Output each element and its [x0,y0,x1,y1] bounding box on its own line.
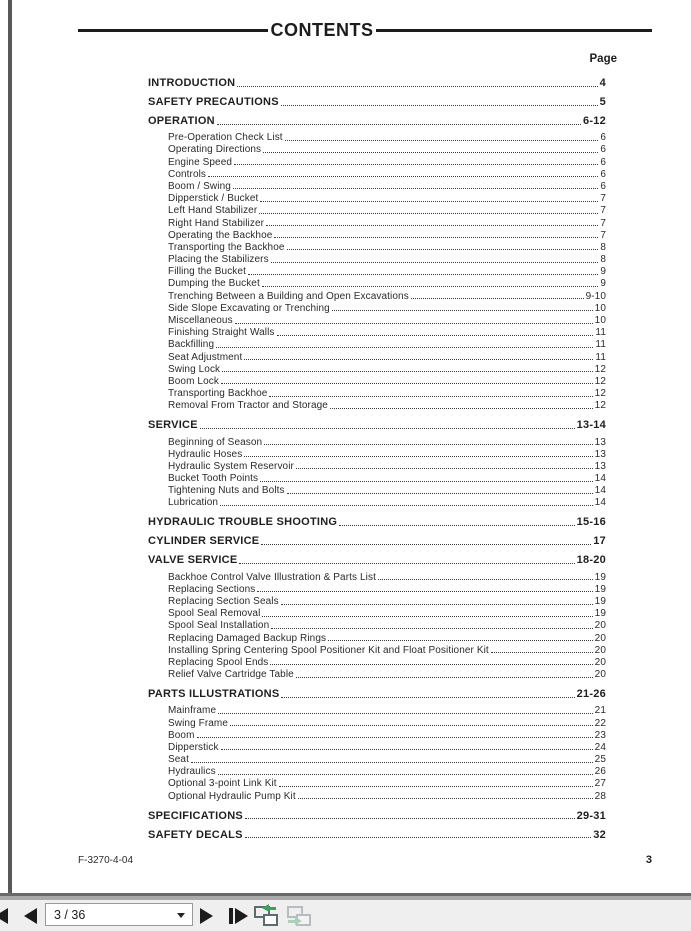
toc-entry-page: 18-20 [576,554,606,567]
toc-item-row [148,644,606,656]
toc-entry-label: Boom Lock [168,375,219,387]
dots-leader [217,124,581,125]
toc-entry-label: HYDRAULIC TROUBLE SHOOTING [148,516,338,529]
toc-entry-page: 10 [594,315,606,326]
toc-item-row [148,131,606,143]
toc-entry-label: Miscellaneous [168,315,233,326]
toc-item-row [148,326,606,338]
toc-item-row [148,448,606,460]
toc-sub-list [148,704,606,802]
page-number-combobox[interactable] [45,903,193,926]
toc-item-row [148,387,606,399]
toc-item-row [148,619,606,631]
pdf-navigation-toolbar [0,900,691,931]
toc-entry-label: SAFETY PRECAUTIONS [148,96,279,108]
dots-leader [279,786,593,787]
first-page-icon [0,908,8,924]
dots-leader [298,798,593,799]
toc-entry-label: Left Hand Stabilizer [168,205,258,217]
toc-item-row [148,277,606,289]
toc-entry-page: 12 [594,388,606,400]
dots-leader [339,525,574,526]
toc-item-row [148,729,606,741]
dots-leader [261,544,591,545]
toc-entry-page: 8 [600,241,606,253]
dots-leader [260,201,598,202]
dots-leader [235,323,593,324]
toc-entry-label: Seat [168,754,189,766]
toc-section-row [148,803,606,822]
dots-leader [296,677,593,678]
toc-entry-page: 27 [594,778,606,790]
toc-entry-page: 6 [600,132,606,144]
dots-leader [281,105,598,106]
toc-section-row [148,70,606,89]
last-page-button[interactable] [226,900,250,931]
last-page-icon [229,908,233,924]
toc-entry-label: Backfilling [168,339,215,351]
dots-leader [491,652,593,653]
toc-item-row [148,350,606,362]
toc-entry-page: 21 [594,705,606,717]
dots-leader [262,286,598,287]
dots-leader [208,176,598,177]
page-column-header: Page [589,53,617,65]
toc-entry-label: Swing Lock [168,363,221,375]
toc-entry-page: 19 [594,583,606,595]
toc-section-row [148,412,606,431]
toc-item-row [148,229,606,241]
toc-item-row [148,435,606,447]
toc-entry-label: Beginning of Season [168,436,263,448]
dots-leader [260,481,593,482]
toc-entry-label: Seat Adjustment [168,351,243,363]
toc-entry-page: 7 [600,229,606,241]
toc-item-row [148,399,606,411]
toc-item-row [148,204,606,216]
toc-entry-page: 6 [600,144,606,156]
dots-leader [230,725,593,726]
toc-entry-label: Operating Directions [168,144,262,156]
toc-entry-label: Right Hand Stabilizer [168,217,265,229]
toc-entry-page: 6 [600,168,606,180]
toc-entry-page: 9 [600,266,606,278]
dots-leader [271,262,599,263]
toc-item-row [148,741,606,753]
toc-entry-label: SERVICE [148,419,198,432]
toc-entry-label: PARTS ILLUSTRATIONS [148,688,280,701]
toc-section-row [148,681,606,700]
toc-item-row [148,241,606,253]
toc-item-row [148,338,606,350]
toc-item-row [148,363,606,375]
toc-entry-page: 12 [594,363,606,375]
dots-leader [245,837,592,838]
toc-section-row [148,528,606,547]
dots-leader [266,225,598,226]
toc-entry-page: 12 [594,375,606,387]
toc-item-row [148,656,606,668]
first-page-button[interactable] [0,900,9,931]
dots-leader [287,493,593,494]
toc-entry-label: Pre-Operation Check List [168,132,283,144]
title-rule-right [376,29,652,32]
toc-entry-page: 23 [594,729,606,741]
toc-entry-label: Boom / Swing [168,180,231,192]
toc-item-row [148,253,606,265]
toc-entry-page: 12 [594,400,606,412]
toc-item-row [148,460,606,472]
toc-entry-label: Lubrication [168,497,219,509]
toc-entry-page: 19 [594,571,606,583]
toc-entry-label: Dipperstick [168,741,219,753]
toc-entry-label: Transporting the Backhoe [168,241,285,253]
dots-leader [248,274,598,275]
toc-entry-label: Relief Valve Cartridge Table [168,669,294,681]
toc-item-row [148,375,606,387]
dots-leader [411,298,584,299]
toc-entry-label: Dumping the Bucket [168,278,260,290]
toc-entry-label: Spool Seal Removal [168,608,261,620]
toc-sub-list [148,435,606,508]
page-number: 3 [645,854,652,866]
toc-entry-label: Replacing Damaged Backup Rings [168,632,327,644]
toc-item-row [148,314,606,326]
toc-entry-label: Hydraulic System Reservoir [168,460,294,472]
toc-section-row [148,108,606,127]
dots-leader [263,152,598,153]
toc-item-row [148,789,606,801]
toc-list [148,70,606,841]
toc-entry-page: 20 [594,669,606,681]
previous-page-icon [24,908,37,924]
toc-item-row [148,180,606,192]
next-page-button[interactable] [197,900,215,931]
dots-leader [220,505,593,506]
toc-entry-page: 8 [600,254,606,266]
toc-item-row [148,765,606,777]
dots-leader [378,579,593,580]
toc-item-row [148,155,606,167]
toc-entry-label: Spool Seal Installation [168,620,270,632]
toc-entry-label: Tightening Nuts and Bolts [168,485,285,497]
toc-item-row [148,704,606,716]
toc-entry-page: 5 [599,96,606,108]
dots-leader [239,563,574,564]
toc-entry-label: Dipperstick / Bucket [168,193,259,205]
dots-leader [257,591,592,592]
toc-entry-page: 29-31 [576,809,606,822]
dots-leader [330,408,593,409]
dots-leader [270,664,592,665]
dots-leader [244,359,593,360]
toc-entry-page: 15-16 [576,516,606,529]
previous-page-button[interactable] [21,900,39,931]
toc-entry-page: 19 [594,608,606,620]
toc-entry-page: 7 [600,193,606,205]
dots-leader [259,213,598,214]
toc-item-row [148,668,606,680]
toc-entry-label: Removal From Tractor and Storage [168,400,328,412]
toc-entry-page: 19 [594,596,606,607]
toc-entry-label: Replacing Sections [168,583,256,595]
toc-item-row [148,168,606,180]
toc-section-row [148,509,606,528]
toc-entry-page: 7 [600,217,606,229]
toc-entry-page: 25 [594,754,606,766]
page-title: CONTENTS [270,20,374,40]
dots-leader [274,237,598,238]
dots-leader [221,749,593,750]
toc-entry-label: Swing Frame [168,717,229,729]
dots-leader [264,444,592,445]
dots-leader [277,335,594,336]
toc-entry-page: 26 [594,766,606,778]
toc-entry-label: Side Slope Excavating or Trenching [168,302,330,314]
toc-entry-label: Replacing Spool Ends [168,656,269,668]
toc-entry-label: Bucket Tooth Points [168,473,259,485]
toc-entry-page: 28 [594,790,606,802]
dots-leader [244,456,592,457]
toc-section-row [148,89,606,108]
toc-entry-label: Backhoe Control Valve Illustration & Parts List [168,571,376,583]
toc-sub-list [148,570,606,680]
dots-leader [218,713,593,714]
toc-entry-page: 14 [594,485,606,497]
dots-leader [285,140,599,141]
previous-view-button[interactable] [254,904,279,927]
toc-item-row [148,289,606,301]
toc-entry-label: OPERATION [148,115,215,127]
toc-item-row [148,302,606,314]
dots-leader [234,164,598,165]
toc-item-row [148,607,606,619]
toc-entry-label: Controls [168,168,207,180]
page-edge-shadow [8,0,12,893]
toc-item-row [148,583,606,595]
page-indicator: 3 / 36 [54,907,86,922]
toc-item-row [148,753,606,765]
dots-leader [197,737,593,738]
toc-entry-page: 20 [594,620,606,632]
toc-entry-page: 14 [594,473,606,485]
toc-item-row [148,265,606,277]
toc-entry-label: INTRODUCTION [148,77,236,89]
toc-entry-page: 7 [600,205,606,217]
toc-entry-page: 10 [594,302,606,314]
toc-entry-label: CYLINDER SERVICE [148,535,260,548]
toc-item-row [148,216,606,228]
toc-entry-page: 9-10 [585,290,606,302]
toc-item-row [148,570,606,582]
toc-entry-label: SAFETY DECALS [148,828,243,841]
dots-leader [281,697,574,698]
toc-item-row [148,496,606,508]
next-view-button [287,904,312,927]
toc-item-row [148,192,606,204]
toc-entry-label: Trenching Between a Building and Open Excavations [168,290,409,302]
dots-leader [269,396,592,397]
toc-entry-page: 20 [594,644,606,656]
dropdown-caret-icon [177,913,185,918]
dots-leader [245,818,575,819]
toc-section-row [148,547,606,566]
toc-item-row [148,484,606,496]
toc-entry-page: 13-14 [576,419,606,432]
toc-entry-label: Finishing Straight Walls [168,327,275,339]
toc-entry-page: 20 [594,632,606,644]
dots-leader [287,249,599,250]
toc-entry-label: Hydraulic Hoses [168,448,243,460]
toc-section-row [148,822,606,841]
toc-item-row [148,777,606,789]
toc-entry-label: Installing Spring Centering Spool Positioner Kit and Float Positioner Kit [168,644,489,656]
dots-leader [222,371,593,372]
toc-entry-page: 14 [594,497,606,509]
toc-entry-page: 13 [594,460,606,472]
dots-leader [271,628,592,629]
toc-entry-label: Placing the Stabilizers [168,254,269,266]
toc-entry-label: VALVE SERVICE [148,554,238,567]
toc-entry-label: Hydraulics [168,766,216,778]
toc-item-row [148,716,606,728]
toc-entry-label: Boom [168,729,195,741]
toc-item-row [148,595,606,607]
document-number: F-3270-4-04 [78,855,134,866]
toc-entry-label: Optional Hydraulic Pump Kit [168,790,296,802]
toc-entry-label: Filling the Bucket [168,266,246,278]
toc-entry-page: 20 [594,656,606,668]
toc-sub-list [148,131,606,411]
toc-entry-label: Replacing Section Seals [168,596,279,607]
dots-leader [237,86,597,87]
toc-entry-page: 9 [600,278,606,290]
toc-entry-label: Transporting Backhoe [168,388,268,400]
toc-entry-page: 6-12 [582,115,606,127]
toc-entry-page: 22 [594,717,606,729]
toc-entry-label: Engine Speed [168,156,233,168]
toc-entry-page: 24 [594,741,606,753]
toc-entry-page: 11 [595,339,606,351]
toc-entry-page: 17 [593,535,606,548]
toc-item-row [148,631,606,643]
toc-item-row [148,143,606,155]
toc-entry-label: SPECIFICATIONS [148,809,243,822]
dots-leader [200,428,575,429]
toc-entry-page: 11 [595,327,606,339]
dots-leader [262,616,592,617]
dots-leader [221,383,593,384]
dots-leader [233,188,598,189]
toc-entry-page: 32 [593,828,606,841]
dots-leader [296,468,593,469]
toc-entry-page: 6 [600,180,606,192]
toc-entry-page: 6 [600,156,606,168]
dots-leader [332,310,593,311]
dots-leader [281,604,593,605]
title-rule-left [78,29,268,32]
toc-entry-page: 13 [594,436,606,448]
dots-leader [216,347,593,348]
toc-entry-label: Operating the Backhoe [168,229,273,241]
toc-entry-page: 4 [599,77,606,89]
toc-item-row [148,472,606,484]
toc-entry-label: Mainframe [168,705,217,717]
toc-entry-label: Optional 3-point Link Kit [168,778,277,790]
dots-leader [191,762,593,763]
dots-leader [328,640,593,641]
next-page-icon [200,908,213,924]
toc-entry-page: 13 [594,448,606,460]
dots-leader [218,774,593,775]
toc-entry-page: 11 [595,351,606,363]
toc-entry-page: 21-26 [576,688,606,701]
